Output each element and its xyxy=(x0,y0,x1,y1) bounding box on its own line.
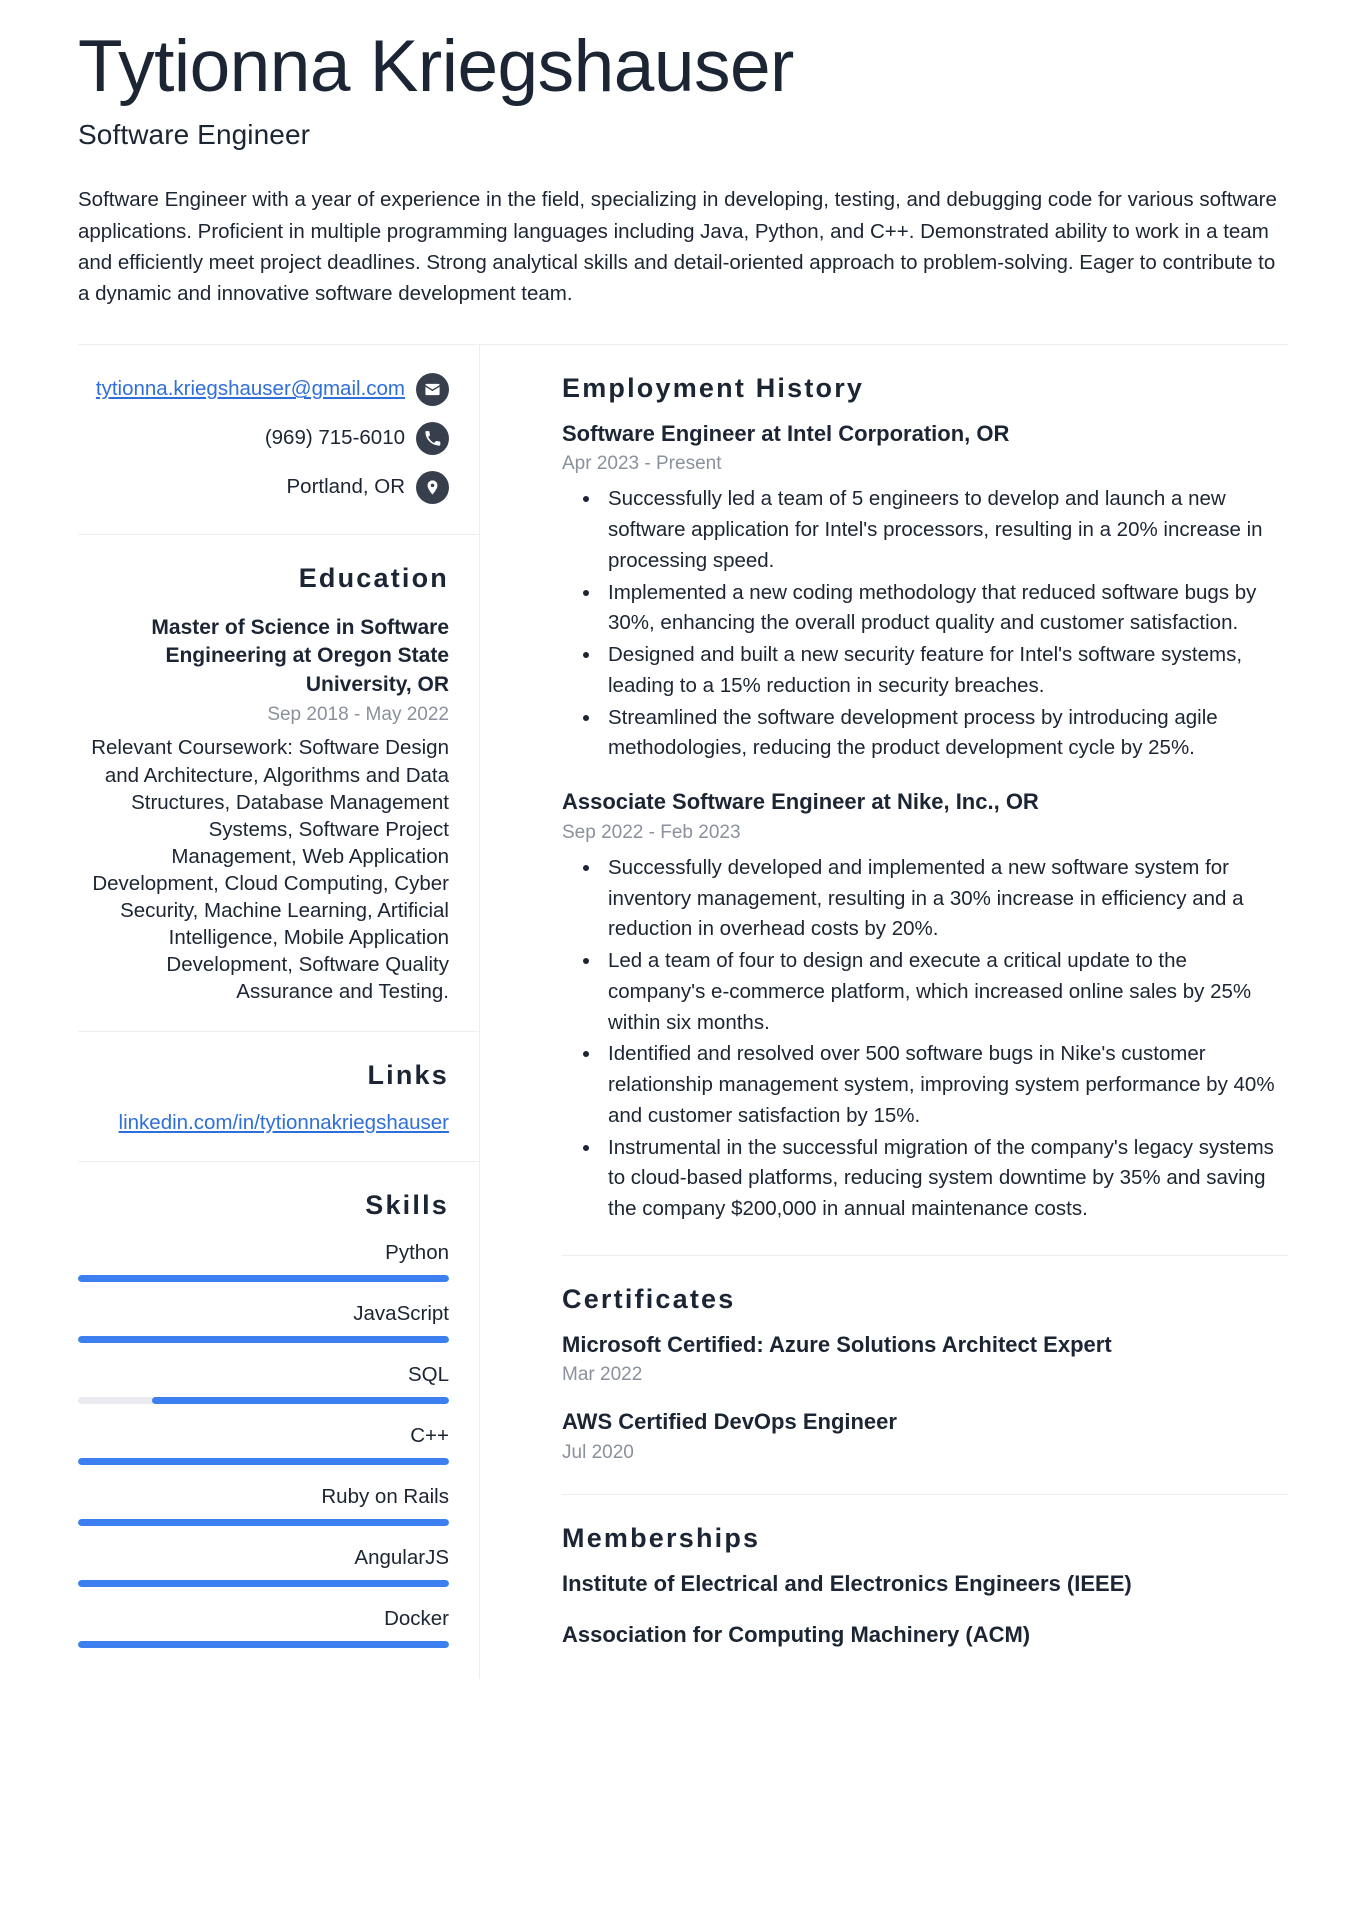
contact-phone-row[interactable] xyxy=(78,422,479,455)
skill-item xyxy=(78,1607,479,1648)
contact-location-row xyxy=(78,471,479,504)
skill-label: Docker xyxy=(384,1606,449,1630)
certificate-entry xyxy=(562,1331,1288,1387)
skill-label: AngularJS xyxy=(354,1545,449,1569)
skills-section xyxy=(78,1162,479,1676)
contact-email-row[interactable] xyxy=(78,373,479,406)
job-bullet: • Successfully developed and implemented a new software system for inventory management, resulting in a 30% increase in efficiency and a reduction in overhead costs by 20%. xyxy=(602,853,1288,945)
skill-bar-fill xyxy=(78,1336,449,1343)
job-bullet-list xyxy=(562,484,1288,764)
links-section xyxy=(78,1032,479,1162)
skill-bar-fill xyxy=(78,1519,449,1526)
skill-label: C++ xyxy=(410,1423,449,1447)
education-heading: Education xyxy=(298,562,449,593)
link-item-linkedin[interactable]: linkedin.com/in/tytionnakriegshauser xyxy=(118,1110,449,1134)
skill-bar-fill xyxy=(78,1275,449,1282)
skill-label: Python xyxy=(385,1240,449,1264)
certificates-section xyxy=(562,1256,1288,1495)
skill-bar-fill xyxy=(78,1641,449,1648)
professional-summary: Software Engineer with a year of experience in the field, specializing in developing, testing, and debugging code for various software applications. Proficient in multiple programming languages including Java, Python, and C++. Demonstrated ability to work in a team and efficiently meet project deadlines. Strong analytical skills and detail-oriented approach to problem-solving. Eager to contribute to a dynamic and innovative software development team. xyxy=(78,188,1277,306)
skill-item xyxy=(78,1363,479,1404)
skill-bar-fill xyxy=(78,1580,449,1587)
education-degree: Master of Science in Software Engineering at Oregon State University, OR xyxy=(151,615,449,696)
skill-bar-track xyxy=(78,1336,449,1343)
job-dates: Apr 2023 - Present xyxy=(562,453,722,475)
map-pin-icon xyxy=(416,471,449,504)
certificate-name: AWS Certified DevOps Engineer xyxy=(562,1409,897,1435)
main-content xyxy=(480,345,1288,1679)
resume-header xyxy=(78,0,1288,344)
education-description: Relevant Coursework: Software Design and Architecture, Algorithms and Data Structures, Database Management Systems, Software Project Management, Web Application Development, Cloud Computing, Cyber Security, Machine Learning, Artificial Intelligence, Mobile Application Development, Software Quality Assurance and Testing. xyxy=(91,736,449,1003)
skill-bar-fill xyxy=(152,1397,449,1404)
contact-section xyxy=(78,345,479,535)
location-value: Portland, OR xyxy=(286,475,405,499)
memberships-heading: Memberships xyxy=(562,1522,761,1553)
skill-label: JavaScript xyxy=(353,1301,449,1325)
skill-item xyxy=(78,1424,479,1465)
skill-item xyxy=(78,1241,479,1282)
job-bullet: • Designed and built a new security feature for Intel's software systems, leading to a 15% reduction in security breaches. xyxy=(602,640,1288,702)
skill-item xyxy=(78,1302,479,1343)
skill-label: Ruby on Rails xyxy=(321,1484,449,1508)
job-title-subtitle: Software Engineer xyxy=(78,119,311,151)
job-entry xyxy=(562,788,1288,1225)
certificate-entry xyxy=(562,1408,1288,1464)
membership-item: Institute of Electrical and Electronics Engineers (IEEE) xyxy=(562,1570,1132,1596)
skill-bar-track xyxy=(78,1275,449,1282)
skill-label: SQL xyxy=(407,1362,449,1386)
skill-bar-track xyxy=(78,1580,449,1587)
job-bullet: • Successfully led a team of 5 engineers to develop and launch a new software application for Intel's processors, resulting in a 20% increase in processing speed. xyxy=(602,484,1288,576)
employment-heading: Employment History xyxy=(562,372,865,403)
job-role: Associate Software Engineer at Nike, Inc., OR xyxy=(562,789,1039,815)
email-value[interactable]: tytionna.kriegshauser@gmail.com xyxy=(95,377,405,401)
job-entry xyxy=(562,420,1288,764)
links-heading: Links xyxy=(367,1059,449,1090)
job-dates: Sep 2022 - Feb 2023 xyxy=(562,821,741,843)
phone-icon xyxy=(416,422,449,455)
job-role: Software Engineer at Intel Corporation, OR xyxy=(562,420,1010,446)
memberships-section xyxy=(562,1495,1288,1679)
certificate-date: Mar 2022 xyxy=(562,1364,643,1386)
job-bullet-list xyxy=(562,853,1288,1225)
phone-value: (969) 715-6010 xyxy=(264,426,405,450)
envelope-icon xyxy=(416,373,449,406)
skill-bar-track xyxy=(78,1458,449,1465)
skill-bar-track xyxy=(78,1641,449,1648)
skill-bar-track xyxy=(78,1397,449,1404)
job-bullet: • Led a team of four to design and execute a critical update to the company's e-commerce platform, which increased online sales by 25% within six months. xyxy=(602,946,1288,1038)
skill-bar-track xyxy=(78,1519,449,1526)
education-dates: Sep 2018 - May 2022 xyxy=(267,704,449,726)
skills-heading: Skills xyxy=(365,1189,449,1220)
job-bullet: • Instrumental in the successful migration of the company's legacy systems to cloud-based platforms, reducing system downtime by 35% and saving the company $200,000 in annual maintenance costs. xyxy=(602,1133,1288,1225)
skill-item xyxy=(78,1546,479,1587)
job-bullet: • Identified and resolved over 500 software bugs in Nike's customer relationship management system, improving system performance by 40% and customer satisfaction by 15%. xyxy=(602,1039,1288,1131)
skill-item xyxy=(78,1485,479,1526)
certificate-date: Jul 2020 xyxy=(562,1441,634,1463)
job-bullet: • Implemented a new coding methodology that reduced software bugs by 30%, enhancing the overall product quality and customer satisfaction. xyxy=(602,578,1288,640)
membership-item: Association for Computing Machinery (ACM) xyxy=(562,1621,1031,1647)
education-entry xyxy=(78,614,479,1005)
resume-body xyxy=(78,345,1288,1679)
skill-bar-fill xyxy=(78,1458,449,1465)
education-section xyxy=(78,535,479,1032)
page-title: Tytionna Kriegshauser xyxy=(78,26,794,107)
certificate-name: Microsoft Certified: Azure Solutions Architect Expert xyxy=(562,1331,1112,1357)
job-bullet: • Streamlined the software development process by introducing agile methodologies, reducing the product development cycle by 25%. xyxy=(602,703,1288,765)
employment-section xyxy=(562,345,1288,1256)
sidebar xyxy=(78,345,480,1679)
certificates-heading: Certificates xyxy=(562,1283,736,1314)
